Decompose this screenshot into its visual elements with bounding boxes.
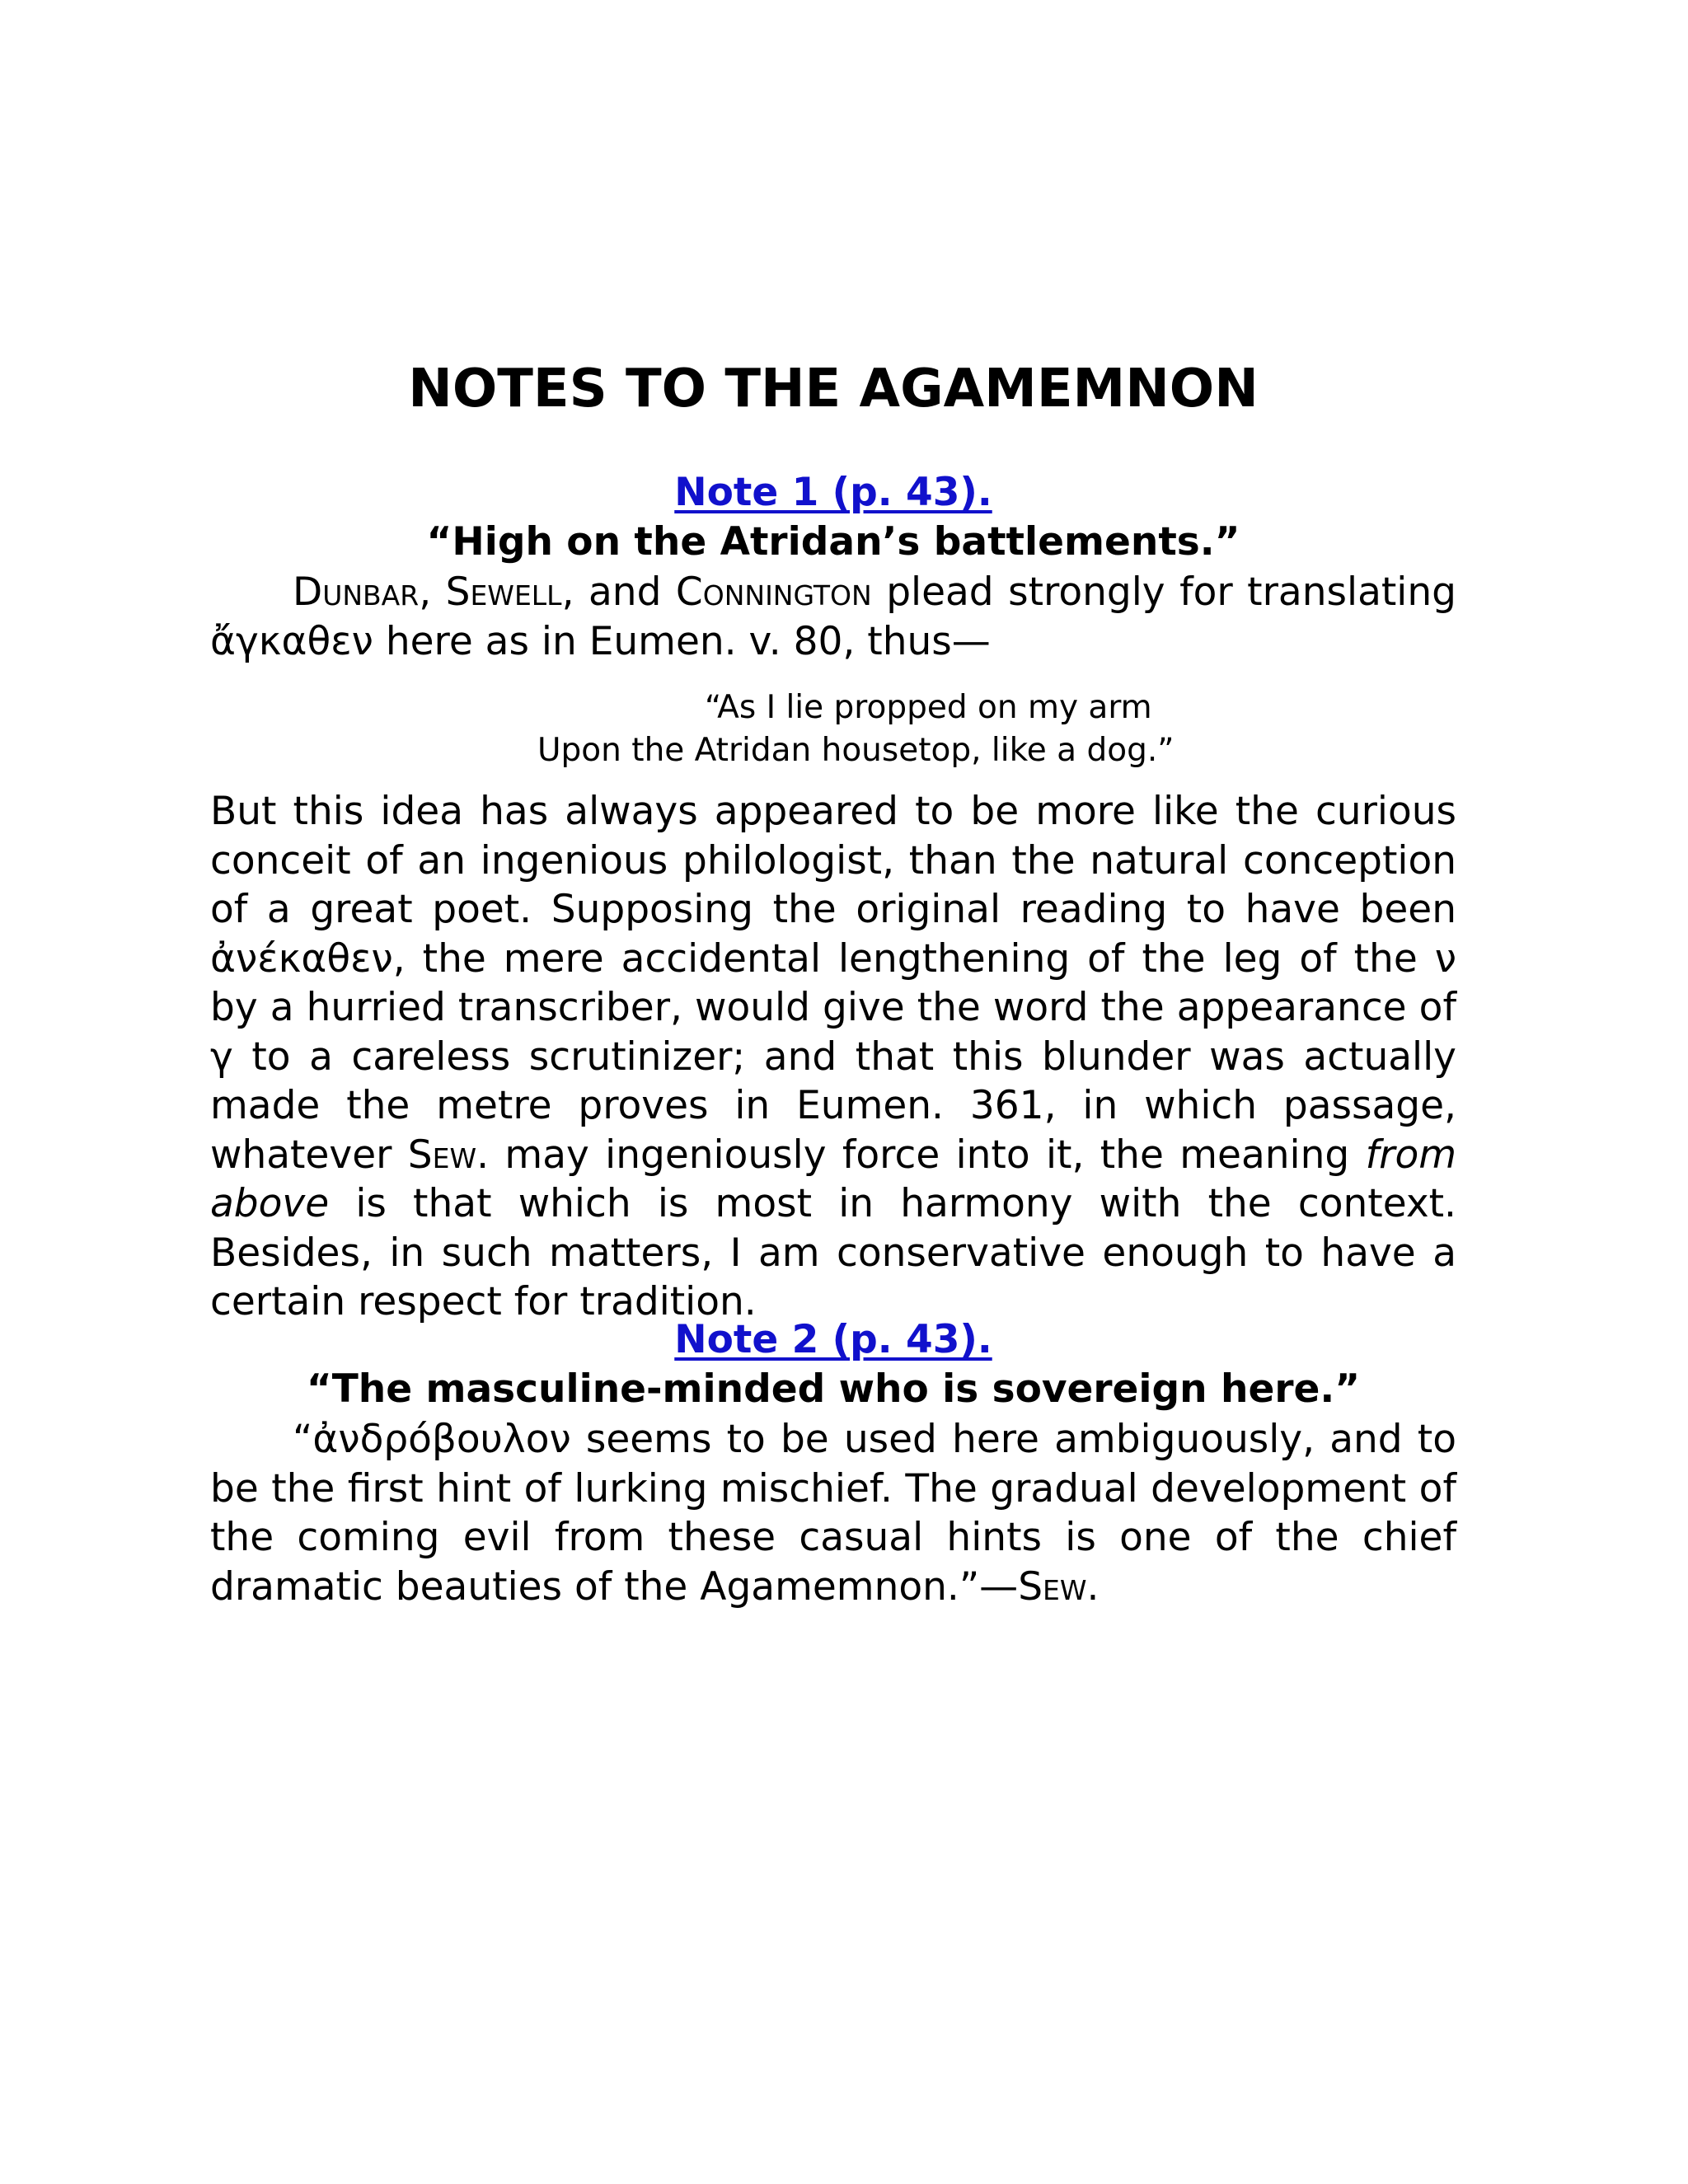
note-1-intro-paragraph <box>210 568 1456 666</box>
note-2-body-paragraph <box>210 1415 1456 1611</box>
document-page <box>210 0 1456 2184</box>
separator: , and <box>561 569 676 615</box>
body-text: But this idea has always appeared to be more like the curious conceit of an ingenious philologist, than the natural conception of a great poet. Supposing the original reading to have been ἀνέκαθεν, the mere accidental lengthening of the leg of the ν by a hurried transcriber, would give the word the appearance of γ to a careless scrutinizer; and that this blunder was actually made the metre proves in Eumen. 361, in which passage, whatever <box>210 789 1456 1178</box>
note-1-quote-heading: “High on the Atridan’s battlements.” <box>426 519 1240 565</box>
note-1-body-paragraph <box>210 787 1456 1327</box>
note-1-link[interactable]: Note 1 (p. 43). <box>674 470 992 515</box>
note-2-heading-link <box>210 1315 1456 1365</box>
note-2-quote-heading: “The masculine-minded who is sovereign here.” <box>306 1366 1361 1412</box>
author-name-connington: Connington <box>675 569 872 615</box>
body-text: . may ingeniously force into it, the meaning <box>476 1132 1366 1178</box>
abbreviation-sew: Sew <box>407 1132 477 1178</box>
intro-text: plead strongly for translating ἄγκαθεν here as in Eumen. v. 80, thus— <box>210 569 1456 664</box>
verse-line: Upon the Atridan housetop, like a dog.” <box>537 732 1175 769</box>
body-text: . <box>1086 1563 1100 1610</box>
separator: , <box>419 569 446 615</box>
emphasis-text: from above <box>210 1132 1456 1226</box>
verse-line: “As I lie propped on my arm <box>705 689 1152 726</box>
abbreviation-sew: Sew <box>1018 1563 1087 1610</box>
body-text: is that which is most in harmony with the context. Besides, in such matters, I am conservative enough to have a certain respect for tradition. <box>210 1181 1456 1324</box>
page-title: NOTES TO THE AGAMEMNON <box>408 359 1259 419</box>
author-name-dunbar: Dunbar <box>293 569 420 615</box>
note-1-heading-link <box>210 468 1456 518</box>
verse-quotation <box>210 687 1456 772</box>
author-name-sewell: Sewell <box>445 569 562 615</box>
note-2-link[interactable]: Note 2 (p. 43). <box>674 1317 992 1362</box>
body-text: “ἀνδρόβουλον seems to be used here ambiguously, and to be the first hint of lurking mischief. The gradual development of the coming evil from these casual hints is one of the chief dramatic beauties of the Agamemnon.”— <box>210 1417 1456 1610</box>
